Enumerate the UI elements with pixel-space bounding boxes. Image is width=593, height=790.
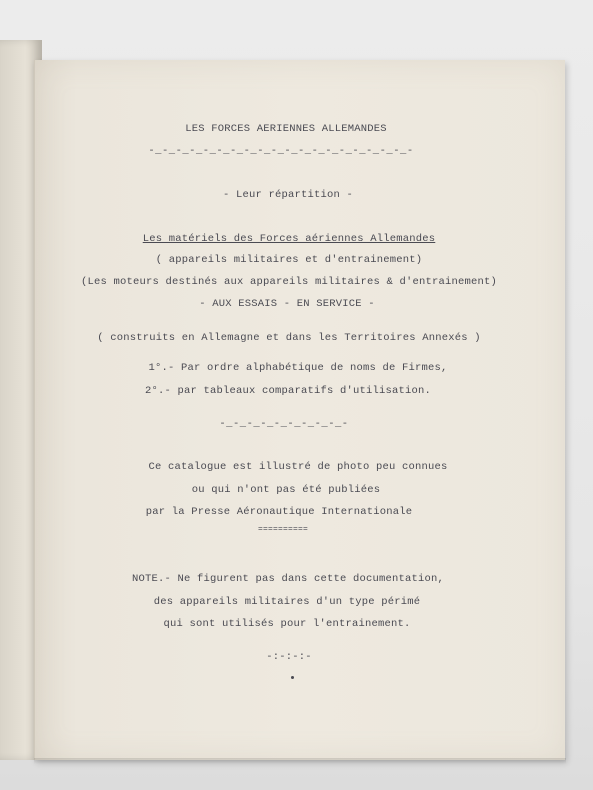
closing-mark: -:-:-:- <box>266 651 312 663</box>
title-rule: -_-_-_-_-_-_-_-_-_-_-_-_-_-_-_-_-_-_-_- <box>148 145 414 157</box>
catalogue-line: par la Presse Aéronautique Internationale <box>145 506 413 518</box>
catalogue-line: ou qui n'ont pas été publiées <box>191 484 381 496</box>
middle-rule: -_-_-_-_-_-_-_-_-_- <box>219 418 349 430</box>
short-rule: ========== <box>257 525 309 534</box>
text-line: ( appareils militaires et d'entrainement) <box>155 254 423 266</box>
note-line: NOTE.- Ne figurent pas dans cette documentation, <box>131 573 445 585</box>
catalogue-line: Ce catalogue est illustré de photo peu connues <box>148 461 448 473</box>
text-line: 2°.- par tableaux comparatifs d'utilisation. <box>144 385 432 397</box>
ink-dot <box>291 676 294 679</box>
subtitle: - Leur répartition - <box>222 189 354 201</box>
page-shadow <box>34 758 566 764</box>
text-line: 1°.- Par ordre alphabétique de noms de Firmes, <box>148 362 448 374</box>
text-line: ( construits en Allemagne et dans les Territoires Annexés ) <box>97 332 481 344</box>
document-title: LES FORCES AERIENNES ALLEMANDES <box>185 123 387 135</box>
text-line: - AUX ESSAIS - EN SERVICE - <box>199 298 375 310</box>
note-line: qui sont utilisés pour l'entrainement. <box>163 618 411 630</box>
section-heading: Les matériels des Forces aériennes Allemandes <box>142 233 436 245</box>
note-line: des appareils militaires d'un type périmé <box>153 596 421 608</box>
text-line: (Les moteurs destinés aux appareils militaires & d'entrainement) <box>80 276 498 288</box>
